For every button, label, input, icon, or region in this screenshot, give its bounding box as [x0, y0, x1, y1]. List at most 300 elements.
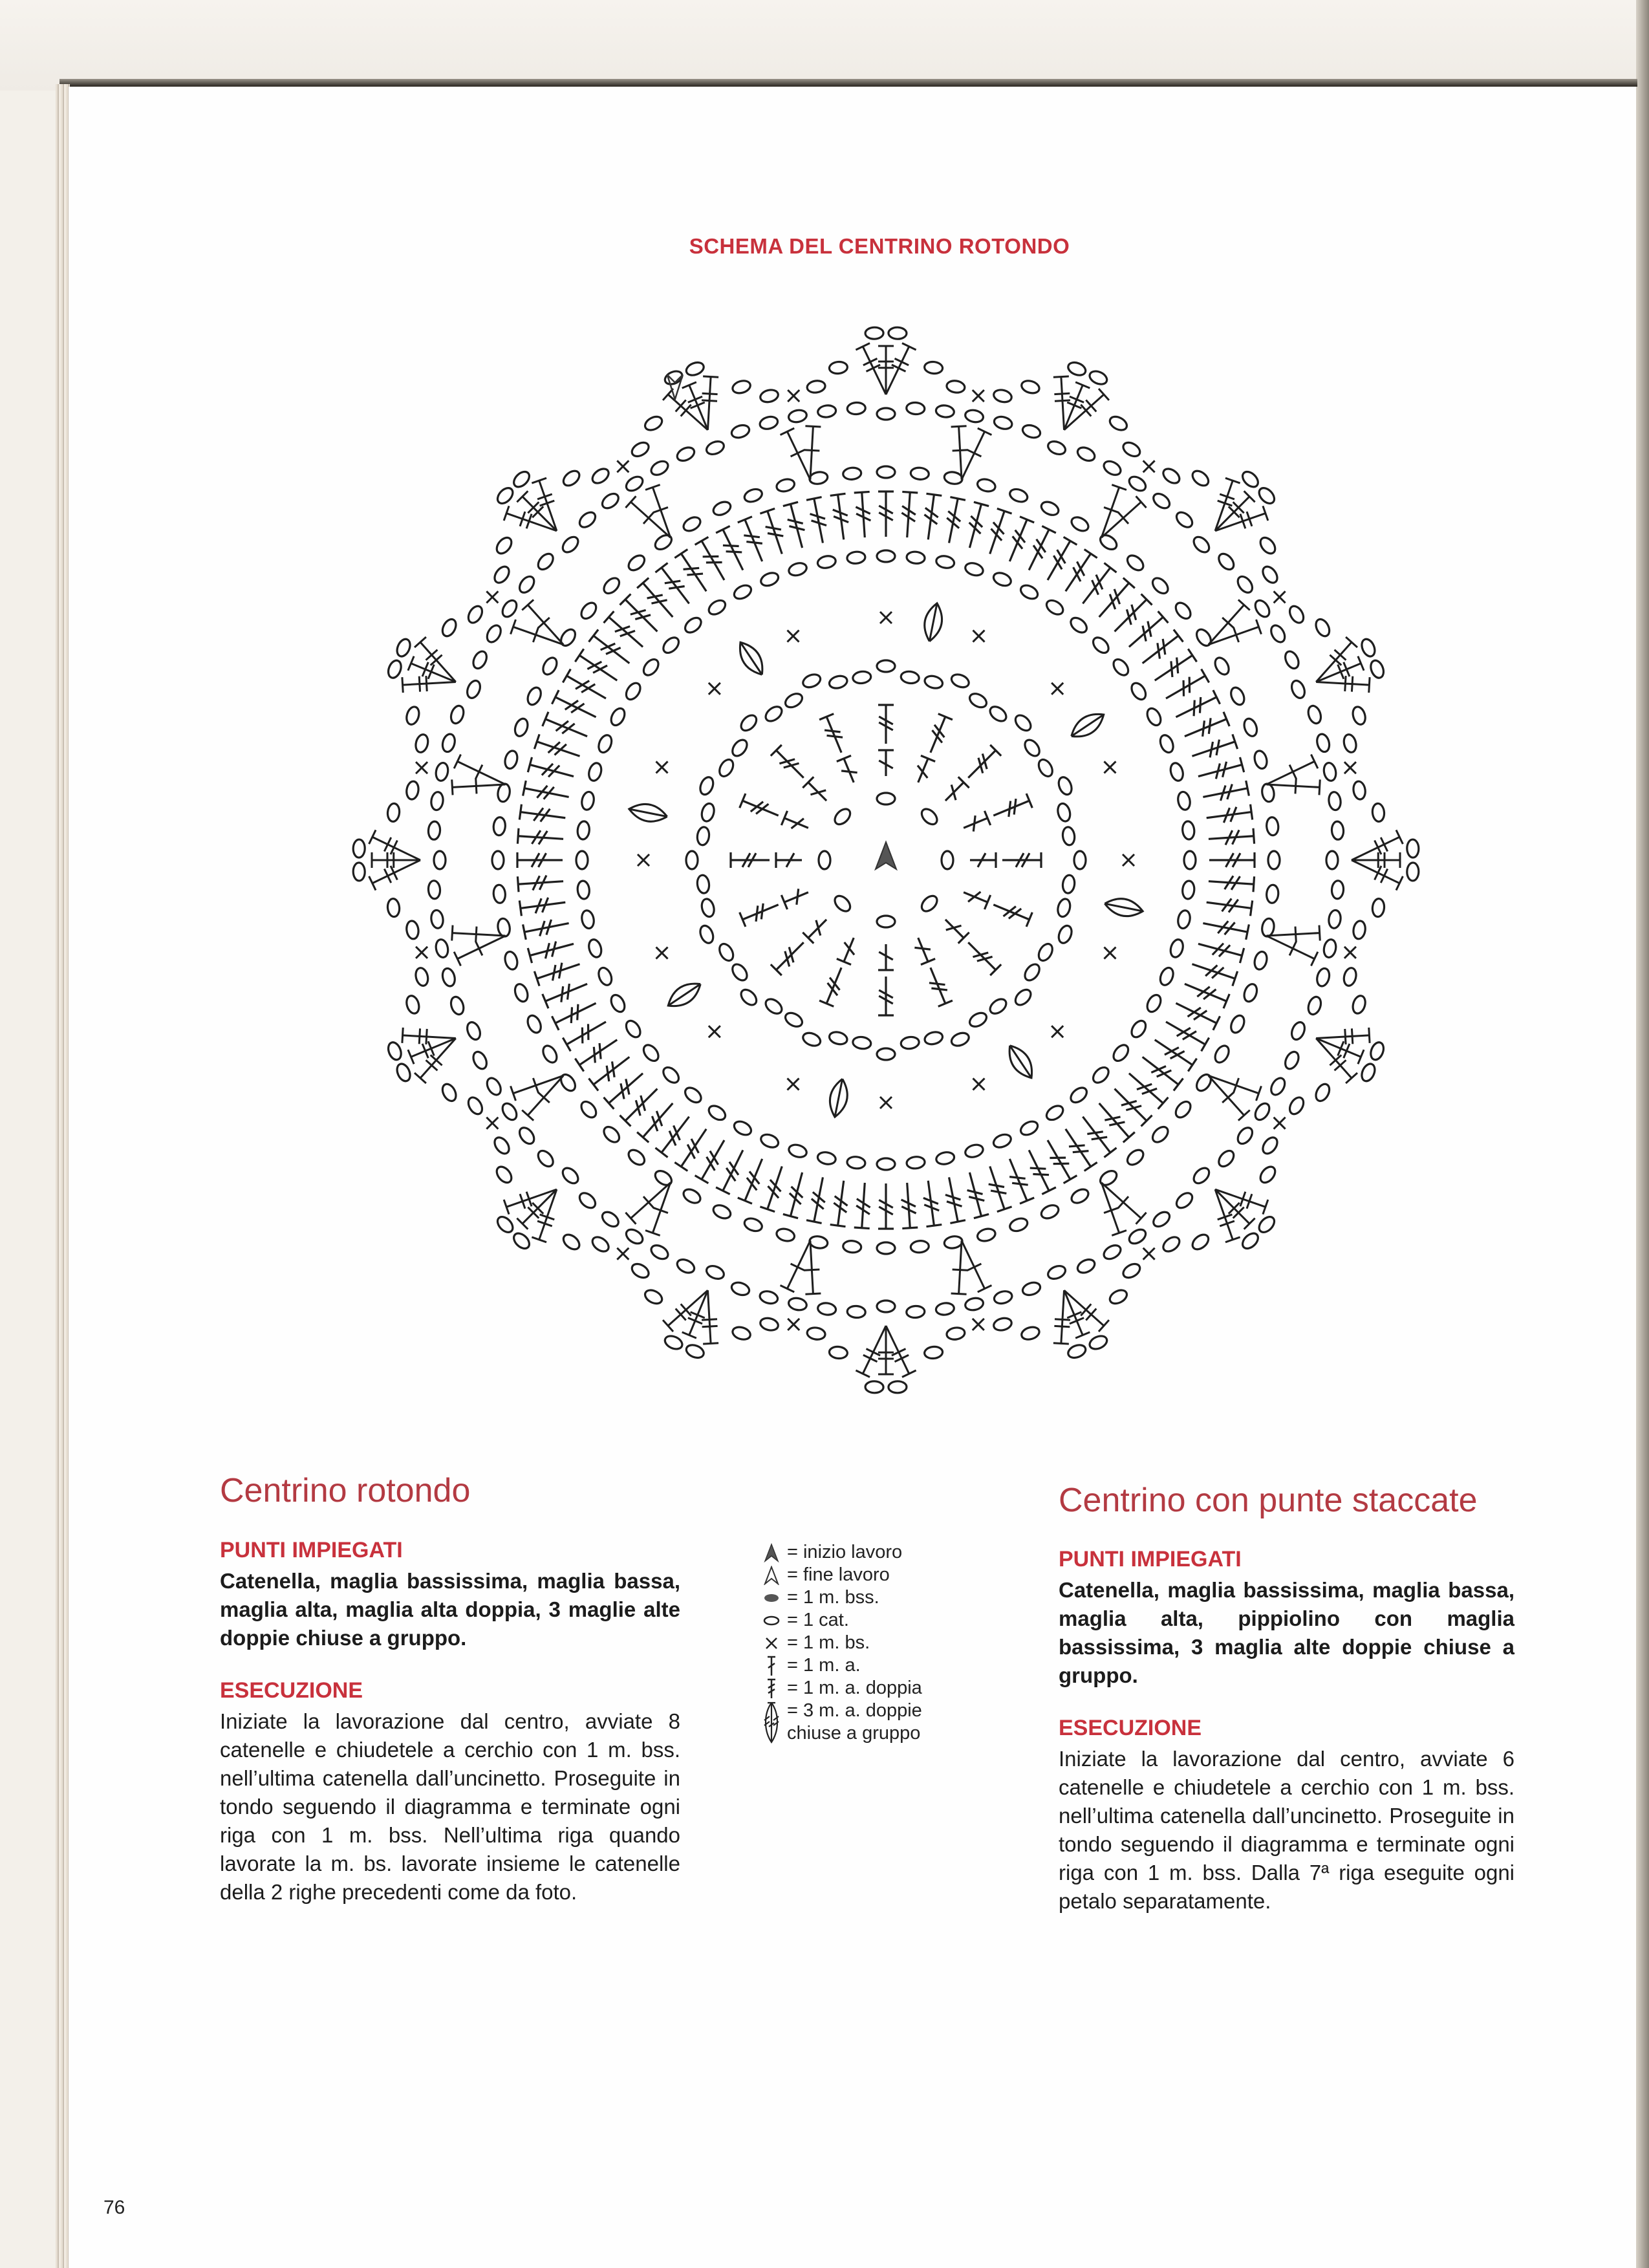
petal-chain: [829, 1346, 848, 1359]
chain-ring-4: [706, 598, 727, 618]
chain-ring-6: [1069, 515, 1090, 534]
picot-chain: [865, 1381, 883, 1393]
fan-stitch: [1064, 382, 1090, 430]
scallop-chain: [1074, 851, 1086, 869]
chain-ring-6: [1212, 1043, 1232, 1064]
chain-ring-6: [503, 950, 519, 971]
chain-ring-4: [964, 1143, 984, 1159]
ring-tall-stitch: [716, 1150, 743, 1194]
chain-ring-4: [641, 656, 662, 678]
ring-tall-stitch: [674, 549, 706, 591]
chain-ring-6: [1242, 982, 1259, 1003]
picot-chain: [386, 1041, 404, 1062]
book-page-edges: [56, 84, 70, 2268]
scallop-chain: [949, 672, 971, 689]
right-execution-heading: ESECUZIONE: [1059, 1716, 1202, 1740]
center-chain: [832, 893, 854, 914]
ring-tall-stitch: [854, 1183, 870, 1229]
ring-tall-stitch: [901, 1183, 918, 1229]
petal-chain: [405, 920, 420, 940]
fan-stitch: [1316, 1039, 1364, 1064]
legend-item-slip-stitch: = 1 m. bss.: [760, 1586, 922, 1609]
petal-chain: [1372, 803, 1385, 823]
petal-chain: [440, 617, 458, 638]
scallop-chain: [949, 1030, 971, 1048]
cluster-stitch: [925, 603, 942, 642]
single-crochet-stitch: [973, 1078, 985, 1090]
chain-ring-6: [911, 467, 929, 480]
chain-ring-6: [1242, 717, 1259, 738]
right-column: [1059, 1547, 1514, 1916]
petal-chain: [405, 781, 420, 800]
ring-tall-stitch: [738, 517, 762, 561]
petal-chain: [1121, 440, 1142, 459]
single-crochet-stitch: [787, 1078, 799, 1090]
petal-chain: [806, 1326, 826, 1341]
ring-tall-stitch: [1155, 649, 1197, 680]
single-crochet-stitch: [486, 1118, 498, 1129]
chain-ring-6: [525, 686, 543, 707]
petal-chain: [494, 1164, 515, 1185]
chain-ring-6: [558, 627, 578, 648]
ring-tall-stitch: [1176, 1003, 1220, 1030]
ring-tall-stitch: [854, 491, 871, 537]
petal-chain: [1260, 1135, 1280, 1156]
scallop-chain: [686, 851, 698, 869]
scallop-chain: [801, 672, 823, 689]
chain-ring-8: [484, 623, 504, 644]
chain-ring-8: [560, 1165, 581, 1187]
scallop-chain: [1056, 775, 1073, 797]
chain-ring-8: [1315, 967, 1331, 988]
spoke-inner: [781, 889, 808, 909]
ring-tall-stitch: [1166, 1022, 1209, 1051]
left-stitches-text: Catenella, maglia bassissima, maglia bassa, maglia alta, maglia alta doppia, 3 maglie alte doppie chiuse a gruppo.: [220, 1569, 680, 1650]
spoke-outer: [968, 942, 1001, 975]
chain-ring-6: [1266, 885, 1279, 903]
fan-stitch: [408, 656, 456, 682]
picot-chain: [865, 327, 883, 340]
legend-item-cluster: = 3 m. a. doppie: [760, 1700, 922, 1722]
chain-ring-6: [1173, 600, 1194, 621]
chain-ring-8: [1289, 679, 1307, 700]
chain-ring-8: [759, 1290, 779, 1306]
fan-stitch: [408, 1039, 456, 1064]
fan-stitch: [682, 382, 708, 430]
chain-ring-4: [877, 550, 895, 562]
single-crochet-stitch: [416, 762, 427, 773]
chain-ring-6: [493, 817, 506, 836]
picot-chain: [663, 1334, 684, 1352]
petal-chain: [759, 1317, 780, 1332]
ring-tall-stitch: [760, 1166, 782, 1211]
chain-ring-6: [743, 1216, 764, 1233]
left-execution-heading: ESECUZIONE: [220, 1678, 363, 1703]
spoke-inner: [781, 811, 808, 828]
petal-chain: [491, 1135, 512, 1156]
petal-chain: [1020, 1325, 1040, 1341]
petal-chain: [1287, 1095, 1306, 1116]
chain-ring-6: [808, 1235, 828, 1250]
fan-stitch: [454, 755, 505, 784]
chain-ring-6: [711, 499, 733, 517]
petal-chain: [731, 1325, 752, 1341]
chain-ring-4: [1176, 791, 1191, 811]
ring-tall-stitch: [989, 1166, 1012, 1211]
chain-ring-4: [1129, 680, 1149, 702]
chain-ring-8: [577, 1190, 598, 1211]
scallop-chain: [987, 996, 1009, 1016]
chain-ring-4: [1158, 966, 1176, 987]
chain-ring-8: [560, 534, 581, 556]
chain-ring-4: [964, 561, 984, 578]
spoke-outer: [878, 977, 894, 1015]
chain-ring-8: [1216, 551, 1236, 572]
spoke-outer: [771, 942, 804, 975]
scallop-chain: [1056, 802, 1072, 823]
petal-chain: [643, 414, 664, 433]
single-crochet-stitch: [416, 947, 427, 958]
chain-ring-8: [599, 1209, 621, 1229]
fan-stitch: [962, 428, 991, 479]
petal-chain: [1260, 564, 1280, 585]
ring-tall-stitch: [901, 491, 918, 537]
chain-ring-6: [652, 1168, 674, 1188]
picot-chain: [386, 658, 404, 680]
chain-ring-4: [906, 551, 925, 565]
picot-chain: [1240, 469, 1261, 490]
spoke-outer: [929, 967, 953, 1006]
chain-ring-8: [1126, 474, 1148, 494]
chain-ring-8: [1151, 1209, 1172, 1229]
petal-chain: [1287, 604, 1306, 625]
ring-tall-stitch: [738, 1159, 762, 1204]
legend-item-treble-crochet: = 1 m. a. doppia: [760, 1677, 922, 1700]
chain-ring-8: [1328, 909, 1342, 929]
chain-ring-4: [1184, 851, 1196, 869]
spoke-inner: [837, 755, 857, 783]
ring-tall-stitch: [552, 690, 596, 717]
petal-chain: [466, 1095, 485, 1116]
chain-ring-8: [623, 1227, 645, 1247]
ring-tall-stitch: [519, 805, 565, 822]
chain-ring-6: [1194, 627, 1214, 648]
ring-tall-stitch: [1198, 944, 1244, 963]
chain-ring-8: [535, 551, 556, 572]
chain-ring-8: [535, 1148, 556, 1169]
chain-ring-8: [449, 704, 466, 725]
ring-tall-stitch: [924, 493, 942, 539]
fan-stitch: [1316, 1039, 1357, 1083]
cluster-stitch: [830, 1079, 847, 1117]
ring-tall-stitch: [1192, 734, 1237, 757]
ring-tall-stitch: [947, 497, 965, 543]
chain-ring-6: [525, 1013, 543, 1035]
chain-ring-4: [935, 554, 955, 569]
fan-stitch: [369, 860, 420, 891]
scallop-chain: [1056, 898, 1072, 918]
petal-chain: [993, 388, 1013, 404]
chain-ring-6: [578, 600, 599, 621]
chain-ring-8: [730, 423, 751, 440]
petal-chain: [1342, 967, 1358, 988]
petal-chain: [806, 380, 826, 394]
ring-tall-stitch: [1099, 578, 1135, 618]
chain-ring-6: [1039, 499, 1061, 517]
scallop-chain: [1022, 962, 1042, 983]
single-crochet-stitch: [1051, 1026, 1063, 1037]
ring-tall-stitch: [604, 611, 643, 647]
ring-tall-stitch: [806, 497, 826, 543]
chain-ring-8: [1328, 792, 1342, 811]
spoke-inner: [803, 777, 826, 801]
chain-ring-8: [623, 474, 645, 494]
chain-ring-6: [503, 750, 519, 770]
chain-ring-8: [1151, 491, 1172, 511]
chain-ring-6: [711, 1203, 733, 1221]
legend-item-double-crochet: = 1 m. a.: [760, 1654, 922, 1677]
chain-ring-8: [1174, 510, 1195, 530]
chain-ring-8: [1216, 1148, 1236, 1169]
petal-chain: [1313, 617, 1332, 638]
ring-tall-stitch: [517, 828, 563, 845]
chain-ring-6: [541, 1043, 560, 1064]
spoke-inner: [878, 750, 894, 776]
page-top-shadow: [59, 79, 1637, 87]
chain-ring-4: [846, 551, 866, 565]
petal-chain: [1351, 706, 1367, 726]
chain-ring-4: [732, 1119, 753, 1138]
scallop-chain: [1062, 874, 1076, 894]
single-crochet-stitch: [973, 1319, 984, 1330]
single-crochet-stitch: [1143, 460, 1155, 472]
fan-stitch: [1352, 852, 1400, 868]
chain-ring-4: [596, 733, 614, 755]
petal-chain: [1020, 379, 1040, 395]
picot-chain: [1066, 1343, 1088, 1360]
petal-chain: [405, 706, 421, 726]
single-crochet-stitch: [1143, 1248, 1155, 1260]
fan-stitch: [1266, 755, 1317, 784]
ring-tall-stitch: [523, 781, 569, 799]
petal-chain: [466, 604, 485, 625]
chain-ring-4: [1169, 938, 1185, 958]
center-chain: [919, 806, 940, 828]
chain-ring-6: [513, 717, 530, 738]
petal-chain: [829, 361, 848, 374]
spoke-inner: [918, 755, 935, 783]
chain-ring-6: [681, 1187, 702, 1206]
fan-stitch: [1101, 1183, 1126, 1236]
ring-tall-stitch: [519, 898, 565, 916]
petal-chain: [946, 380, 965, 394]
ring-tall-stitch: [620, 594, 657, 631]
spoke-inner: [803, 920, 826, 944]
chain-ring-8: [471, 1050, 490, 1071]
picot-chain: [1066, 360, 1088, 378]
chain-ring-8: [441, 967, 457, 988]
chain-ring-6: [1261, 918, 1276, 938]
single-crochet-stitch: [656, 761, 668, 773]
chain-ring-4: [580, 909, 595, 929]
picot-chain: [511, 469, 532, 490]
scallop-chain: [852, 1036, 872, 1050]
chain-ring-4: [641, 1042, 662, 1064]
double-bar-stitch-icon: [760, 1678, 783, 1700]
chain-ring-8: [1174, 1190, 1195, 1211]
chain-ring-4: [1068, 615, 1090, 636]
scallop-chain: [1022, 737, 1042, 759]
fan-stitch: [663, 389, 707, 430]
spoke-outer: [993, 905, 1032, 927]
petal-chain: [1342, 733, 1358, 754]
chain-ring-6: [1261, 783, 1276, 803]
scallop-chain: [828, 1030, 848, 1046]
center-chain: [877, 793, 895, 805]
open-oval-icon: [760, 1615, 783, 1626]
petal-chain: [1352, 920, 1366, 940]
chain-ring-8: [877, 1301, 895, 1312]
chain-ring-6: [911, 1240, 929, 1253]
chain-ring-8: [517, 1125, 537, 1147]
chain-ring-8: [1021, 1280, 1042, 1297]
scallop-chain: [801, 1030, 823, 1048]
single-crochet-stitch: [973, 631, 985, 642]
chain-ring-6: [1194, 1072, 1214, 1094]
chain-ring-6: [1212, 655, 1232, 676]
scallop-chain: [729, 962, 749, 983]
ring-tall-stitch: [1029, 1150, 1056, 1194]
petal-chain: [946, 1326, 965, 1341]
chain-ring-6: [1229, 1013, 1247, 1035]
petal-chain: [414, 967, 429, 988]
left-column: [220, 1538, 680, 1906]
chain-ring-8: [906, 1306, 925, 1319]
legend-item-end: = fine lavoro: [760, 1564, 922, 1586]
chain-ring-8: [1021, 423, 1042, 440]
chain-ring-8: [705, 439, 726, 457]
chain-ring-8: [428, 880, 441, 899]
ring-tall-stitch: [806, 1177, 825, 1223]
chain-ring-6: [626, 1147, 647, 1168]
chain-ring-8: [906, 402, 925, 415]
chain-ring-4: [576, 851, 588, 869]
spoke-inner: [964, 892, 991, 909]
petal-chain: [1161, 1234, 1182, 1254]
chain-ring-6: [1039, 1203, 1061, 1221]
picot-chain: [353, 863, 365, 881]
spoke-outer: [731, 852, 770, 868]
chain-ring-6: [626, 552, 647, 573]
chain-ring-8: [1235, 1125, 1255, 1147]
start-arrow-icon: [760, 1543, 783, 1562]
fan-stitch: [886, 343, 916, 394]
chain-ring-4: [706, 1103, 727, 1123]
scallop-chain: [738, 713, 760, 734]
fan-stitch: [645, 485, 671, 538]
chain-ring-4: [682, 1085, 704, 1105]
spoke-inner: [945, 920, 969, 944]
scallop-chain: [698, 775, 715, 797]
chain-ring-8: [435, 938, 449, 958]
ring-tall-stitch: [830, 1181, 848, 1227]
chain-ring-4: [817, 1150, 837, 1165]
petal-chain: [405, 994, 421, 1015]
scallop-chain: [763, 704, 784, 724]
chain-ring-8: [449, 995, 466, 1016]
ring-tall-stitch: [1198, 757, 1244, 779]
petal-chain: [924, 1346, 943, 1359]
petal-chain: [924, 361, 943, 374]
petal-chain: [561, 1232, 582, 1253]
petal-chain: [1121, 1261, 1142, 1280]
scanner-edge: [1636, 0, 1649, 2268]
scallop-chain: [923, 1030, 944, 1046]
ring-tall-stitch: [1207, 805, 1253, 823]
scallop-chain: [696, 826, 711, 846]
picot-chain: [1256, 1214, 1277, 1235]
fan-stitch: [663, 1290, 707, 1332]
center-chain: [877, 916, 895, 927]
chain-ring-8: [465, 1021, 482, 1042]
chain-ring-8: [430, 909, 444, 929]
chain-ring-6: [775, 477, 796, 493]
fan-stitch: [886, 1326, 916, 1377]
single-crochet-stitch: [1344, 947, 1356, 958]
spoke-inner: [970, 852, 996, 868]
chain-ring-6: [877, 466, 895, 478]
petal-chain: [1352, 781, 1366, 800]
right-section-title: Centrino con punte staccate: [1059, 1482, 1478, 1519]
chain-ring-8: [935, 1302, 954, 1316]
fan-stitch: [511, 1075, 564, 1101]
scallop-chain: [1056, 923, 1073, 945]
chain-ring-8: [1283, 1050, 1302, 1071]
single-crochet-stitch: [1123, 854, 1134, 866]
spoke-inner: [914, 938, 935, 965]
scallop-chain: [852, 671, 872, 685]
petal-chain: [1258, 1164, 1278, 1185]
cluster-stitch: [1009, 1046, 1031, 1078]
spoke-outer: [1002, 852, 1041, 868]
chain-ring-6: [843, 1240, 861, 1253]
fan-stitch: [962, 1240, 991, 1291]
ring-tall-stitch: [923, 1181, 942, 1227]
single-crochet-stitch: [617, 1248, 629, 1260]
picot-chain: [495, 485, 515, 506]
chain-ring-6: [601, 1124, 622, 1145]
chain-ring-4: [935, 1150, 955, 1165]
legend-item-chain: = 1 cat.: [760, 1609, 922, 1632]
chain-ring-8: [434, 851, 446, 869]
scallop-chain: [877, 1048, 895, 1060]
picot-chain: [495, 1214, 515, 1235]
chain-ring-4: [1018, 1119, 1040, 1138]
chain-ring-8: [964, 1297, 984, 1312]
chain-ring-8: [817, 404, 837, 418]
petal-chain: [494, 535, 515, 556]
chain-ring-8: [649, 459, 670, 478]
chain-ring-4: [577, 821, 590, 840]
chain-ring-4: [587, 938, 603, 958]
fan-stitch: [1064, 1290, 1109, 1332]
ring-tall-stitch: [674, 1129, 706, 1171]
single-crochet-stitch: [638, 854, 649, 866]
fan-stitch: [682, 1290, 708, 1338]
ring-tall-stitch: [783, 1172, 803, 1218]
cluster-stitch: [1072, 714, 1104, 736]
chain-ring-8: [1046, 439, 1068, 457]
